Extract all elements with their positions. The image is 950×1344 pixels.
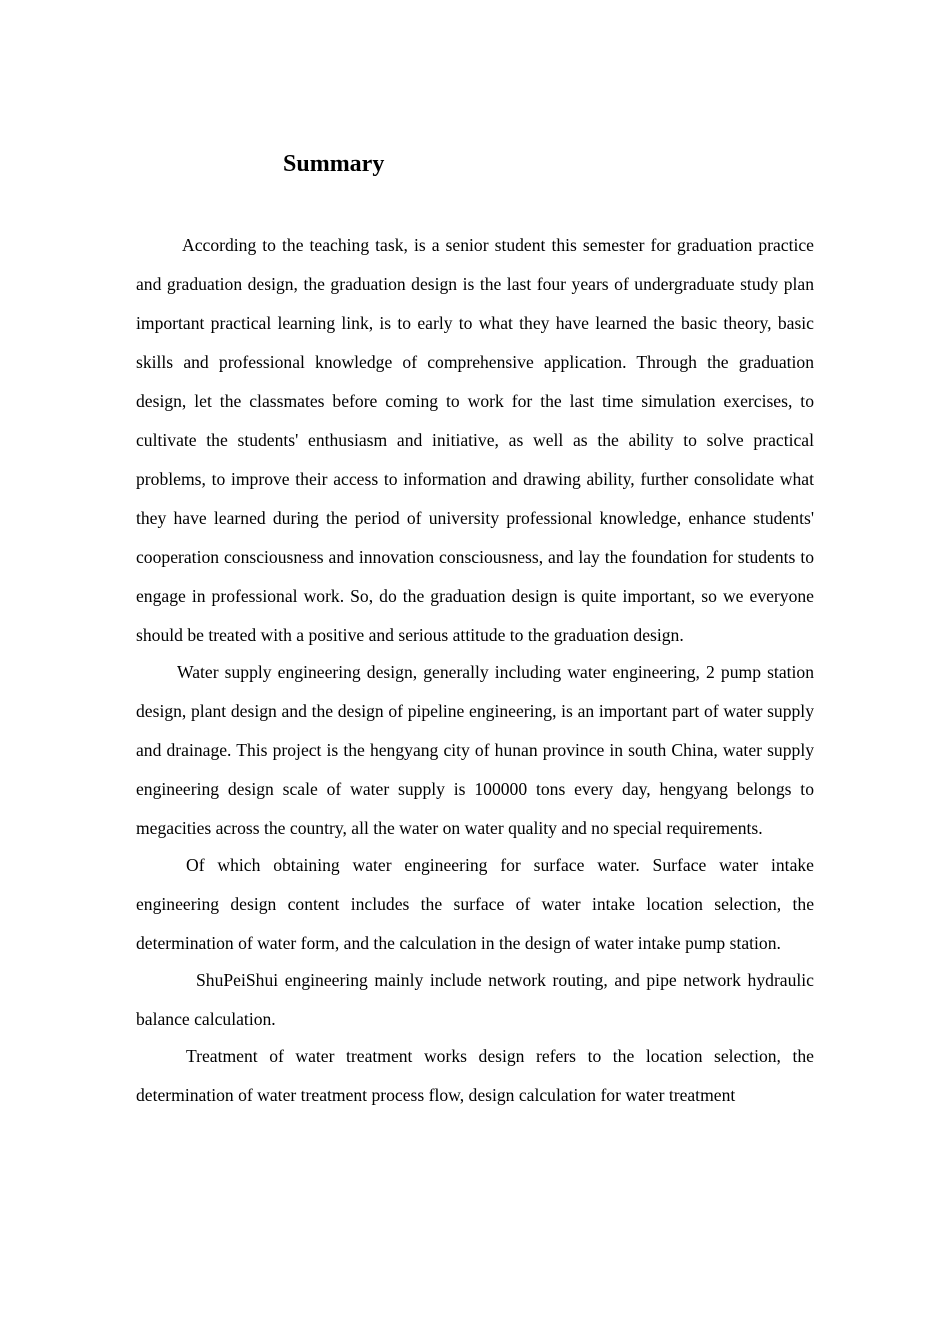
page-title: Summary: [283, 151, 385, 177]
paragraph-water-intake: Of which obtaining water engineering for surface water. Surface water intake engineering design content includes the surface of water intake location selection, the determination of water form, and the calculation in the design of water intake pump station.: [136, 855, 814, 953]
paragraph-water-supply-design: Water supply engineering design, generally including water engineering, 2 pump station design, plant design and the design of pipeline engineering, is an important part of water supply and drainage. This project is the hengyang city of hunan province in south China, water supply engineering design scale of water supply is 100000 tons every day, hengyang belongs to megacities across the country, all the water on water quality and no special requirements.: [136, 662, 814, 838]
paragraph-teaching-task: According to the teaching task, is a senior student this semester for graduation practice and graduation design, the graduation design is the last four years of undergraduate study plan important practical learning link, is to early to what they have learned the basic theory, basic skills and professional knowledge of comprehensive application. Through the graduation design, let the classmates before coming to work for the last time simulation exercises, to cultivate the students' enthusiasm and initiative, as well as the ability to solve practical problems, to improve their access to information and drawing ability, further consolidate what they have learned during the period of university professional knowledge, enhance students' cooperation consciousness and innovation consciousness, and lay the foundation for students to engage in professional work. So, do the graduation design is quite important, so we everyone should be treated with a positive and serious attitude to the graduation design.: [136, 235, 814, 645]
summary-body: [136, 226, 814, 1113]
paragraph-distribution: ShuPeiShui engineering mainly include network routing, and pipe network hydraulic balance calculation.: [136, 970, 814, 1029]
paragraph-treatment-works: Treatment of water treatment works design refers to the location selection, the determination of water treatment process flow, design calculation for water treatment: [136, 1046, 814, 1105]
